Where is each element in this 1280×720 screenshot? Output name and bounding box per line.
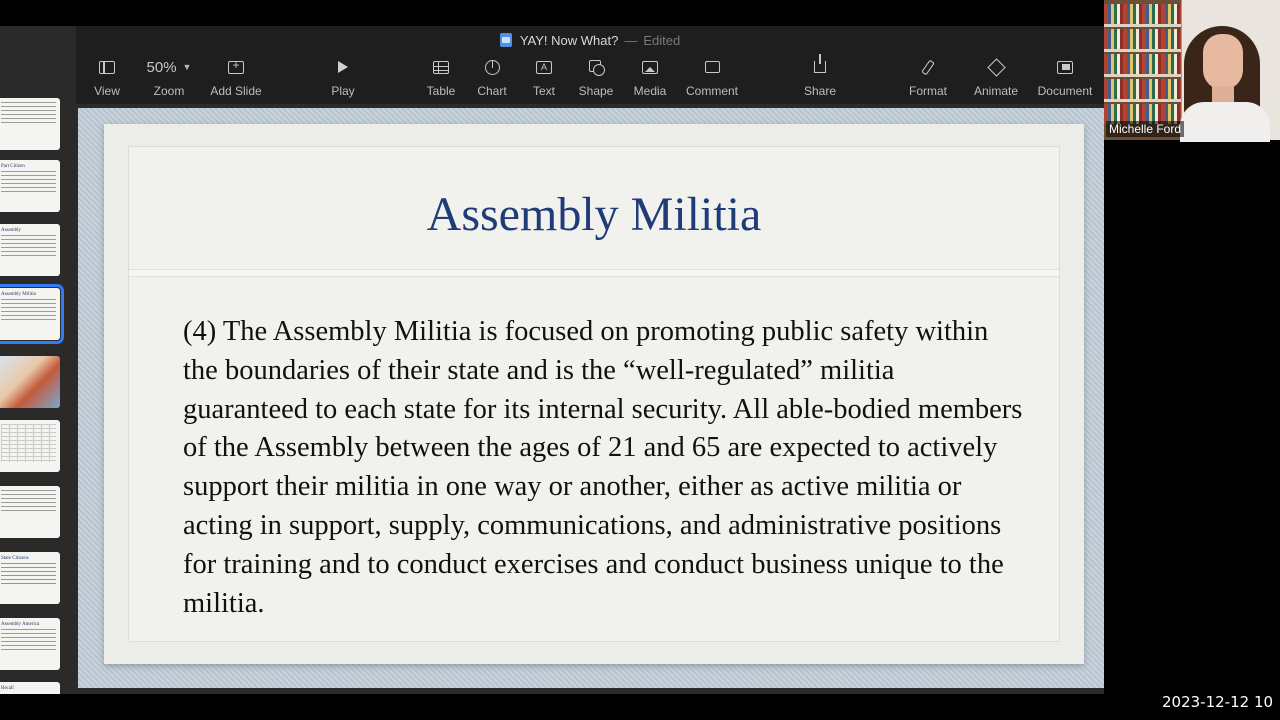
chart-button[interactable] xyxy=(474,54,510,104)
slide-navigator[interactable] xyxy=(0,26,76,694)
participant-shirt xyxy=(1180,102,1270,142)
document-inspector-icon xyxy=(1057,61,1073,74)
chart-icon xyxy=(485,60,500,75)
text-box-icon: A xyxy=(536,61,552,74)
paintbrush-icon xyxy=(921,59,935,75)
thumb-text-lines xyxy=(1,171,56,193)
media-label: Media xyxy=(633,84,667,98)
share-label: Share xyxy=(803,84,837,98)
view-button[interactable] xyxy=(92,54,122,104)
play-label: Play xyxy=(331,84,355,98)
bookshelf-board xyxy=(1104,99,1181,102)
slide-thumbnail[interactable] xyxy=(0,356,60,408)
thumb-title: Part Citizen xyxy=(1,164,25,169)
thumb-title: Assembly America xyxy=(1,622,40,627)
bookshelf-row xyxy=(1104,79,1181,99)
thumb-title: Assembly Militia xyxy=(1,292,36,297)
shape-button[interactable] xyxy=(578,54,614,104)
bookshelf-row xyxy=(1104,29,1181,49)
slide-thumbnail[interactable] xyxy=(0,486,60,538)
slide-thumbnail[interactable] xyxy=(0,98,60,150)
sidebar-icon xyxy=(99,61,115,74)
slide-title[interactable]: Assembly Militia xyxy=(426,188,762,241)
thumb-text-lines xyxy=(1,235,56,257)
document-label: Document xyxy=(1037,84,1093,98)
recording-timestamp: 2023-12-12 10 xyxy=(1162,693,1274,711)
thumb-title: State Citizens xyxy=(1,556,29,561)
share-icon xyxy=(814,61,826,73)
bookshelf-board xyxy=(1104,49,1181,52)
window-title: YAY! Now What? xyxy=(519,32,619,48)
media-button[interactable] xyxy=(632,54,668,104)
format-button[interactable] xyxy=(906,54,950,104)
document-button[interactable] xyxy=(1034,54,1096,104)
chart-label: Chart xyxy=(477,84,507,98)
slide-content-card xyxy=(104,124,1084,664)
comment-button[interactable] xyxy=(684,54,740,104)
slide-inner-frame xyxy=(128,146,1060,642)
zoom-value: 50% xyxy=(146,58,177,76)
thumb-link-lines xyxy=(1,563,56,585)
comment-label: Comment xyxy=(685,84,738,98)
slide-thumbnail[interactable] xyxy=(0,682,60,694)
zoom-button[interactable] xyxy=(142,54,196,104)
thumb-title: Assembly xyxy=(1,228,21,233)
zoom-label: Zoom xyxy=(153,84,185,98)
edited-status: Edited xyxy=(643,32,681,48)
text-button[interactable] xyxy=(530,54,558,104)
slide-thumbnail[interactable] xyxy=(0,618,60,670)
participant-name-label: Michelle Ford xyxy=(1106,121,1184,137)
bookshelf-board xyxy=(1104,24,1181,27)
thumb-text-lines xyxy=(1,102,56,124)
diamond-icon xyxy=(987,58,1005,76)
thumb-text-lines xyxy=(1,490,56,512)
bookshelf-row xyxy=(1104,4,1181,24)
slide-body-text[interactable]: (4) The Assembly Militia is focused on promoting public safety within the boundaries of their state and is the “well-regulated” militia guaranteed to each state for its internal security. All able-bodied members of the Assembly between the ages of 21 and 65 are expected to actively support their militia in one way or another, either as active militia or acting in support, supply, communications, and administrative positions for training and to conduct exercises and conduct business unique to the militia. xyxy=(183,316,1023,619)
slide-thumbnail[interactable] xyxy=(0,420,60,472)
share-button[interactable] xyxy=(802,54,838,104)
toolbar xyxy=(76,54,1104,104)
thumb-table-lines xyxy=(1,424,56,462)
format-label: Format xyxy=(908,84,947,98)
animate-button[interactable] xyxy=(972,54,1020,104)
animate-label: Animate xyxy=(973,84,1019,98)
thumb-text-lines xyxy=(1,299,56,321)
slide-thumbnail[interactable] xyxy=(0,224,60,276)
keynote-document-icon xyxy=(500,33,512,47)
slide-thumbnail[interactable] xyxy=(0,160,60,212)
view-label: View xyxy=(94,84,120,98)
media-icon xyxy=(642,61,658,74)
slide-thumbnail[interactable] xyxy=(0,552,60,604)
text-label: Text xyxy=(532,84,555,98)
play-icon xyxy=(338,61,348,73)
add-slide-icon xyxy=(228,61,244,74)
thumb-text-lines xyxy=(1,629,56,651)
participant-face xyxy=(1203,34,1243,90)
keynote-window xyxy=(0,26,1104,694)
table-icon xyxy=(433,61,449,74)
bookshelf-board xyxy=(1104,74,1181,77)
add-slide-label: Add Slide xyxy=(210,84,262,98)
play-button[interactable] xyxy=(328,54,358,104)
table-label: Table xyxy=(426,84,456,98)
thumb-title: Recall xyxy=(1,686,14,691)
window-titlebar xyxy=(76,26,1104,54)
slide-thumbnail-selected[interactable] xyxy=(0,288,60,340)
bookshelf-row xyxy=(1104,54,1181,74)
add-slide-button[interactable] xyxy=(208,54,264,104)
slide-canvas[interactable] xyxy=(76,104,1104,694)
title-separator: — xyxy=(624,32,638,48)
comment-icon xyxy=(705,61,720,73)
shape-icon xyxy=(589,60,603,74)
table-button[interactable] xyxy=(424,54,458,104)
shape-label: Shape xyxy=(578,84,614,98)
title-divider xyxy=(129,269,1059,277)
chevron-down-icon: ▼ xyxy=(182,62,192,72)
current-slide[interactable] xyxy=(78,108,1104,688)
